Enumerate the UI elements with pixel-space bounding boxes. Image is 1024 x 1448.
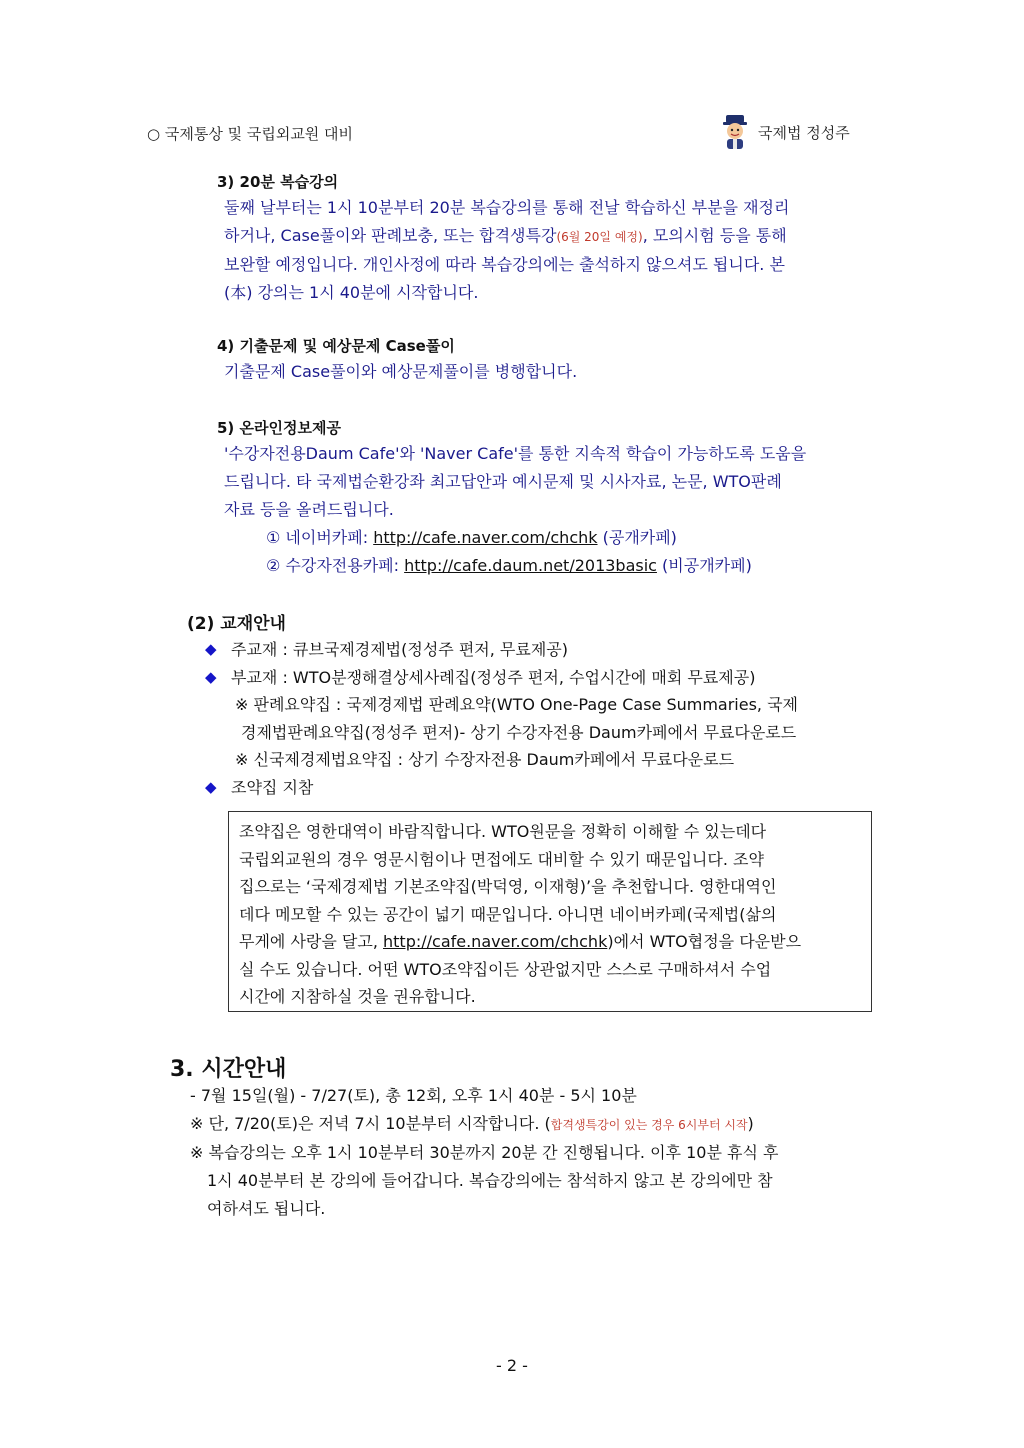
item5-body (224, 440, 880, 580)
special-lecture-note: 합격생특강이 있는 경우 6시부터 시작 (550, 1118, 748, 1132)
textbook-list (205, 636, 885, 801)
box-line-6: 실 수도 있습니다. 어떤 WTO조약집이든 상관없지만 스스로 구매하셔서 수업 (239, 959, 772, 979)
header-left: ○ 국제통상 및 국립외교원 대비 (147, 125, 354, 143)
exception-line: ※ 단, 7/20(토)은 저녁 7시 10분부터 시작합니다. (합격생특강이 있는 경우 6시부터 시작) (190, 1114, 754, 1133)
item3-heading: 3) 20분 복습강의 (217, 173, 339, 191)
diamond-bullet-icon: ◆ (205, 640, 217, 658)
box-line-1: 조약집은 영한대역이 바람직합니다. WTO원문을 정확히 이해할 수 있는데다 (239, 822, 767, 841)
item5-heading: 5) 온라인정보제공 (217, 419, 341, 437)
mascot-icon (718, 113, 752, 151)
item4-line: 기출문제 Case풀이와 예상문제풀이를 병행합니다. (224, 362, 578, 381)
new-summary-note: ※ 신국제경제법요약집 : 상기 수장자전용 Daum카페에서 무료다운로드 (235, 750, 735, 769)
item3-date-note: (6월 20일 예정) (556, 230, 643, 244)
review-line-1: ※ 복습강의는 오후 1시 10분부터 30분까지 20분 간 진행됩니다. 이후 10분 휴식 후 (190, 1143, 779, 1162)
item3-body (224, 194, 880, 307)
item3-line-3: 보완할 예정입니다. 개인사정에 따라 복습강의에는 출석하지 않으셔도 됩니다. 본 (224, 255, 785, 274)
item3-line-2: 하거나, Case풀이와 판례보충, 또는 합격생특강(6월 20일 예정), 모의시험 등을 통해 (224, 226, 787, 245)
naver-cafe-link[interactable]: http://cafe.naver.com/chchk (373, 528, 598, 547)
review-line-2: 1시 40분부터 본 강의에 들어갑니다. 복습강의에는 참석하지 않고 본 강의에만 참 (207, 1171, 773, 1190)
treaty-info-box (228, 811, 872, 1012)
item5-line-3: 자료 등을 올려드립니다. (224, 500, 394, 519)
box-naver-link[interactable]: http://cafe.naver.com/chchk (383, 932, 608, 951)
section3-title: 3. 시간안내 (170, 1057, 287, 1082)
box-line-3: 집으로는 ‘국제경제법 기본조약집(박덕영, 이재형)’을 추천합니다. 영한대역인 (239, 877, 777, 896)
box-line-4: 데다 메모할 수 있는 공간이 넓기 때문입니다. 아니면 네이버카페(국제법(삶의 (239, 904, 777, 924)
box-line-2: 국립외교원의 경우 영문시험이나 면접에도 대비할 수 있기 때문입니다. 조약 (239, 849, 764, 869)
naver-cafe-line: ① 네이버카페: http://cafe.naver.com/chchk (공개카페) (266, 528, 677, 547)
item5-line-2: 드립니다. 타 국제법순환강좌 최고답안과 예시문제 및 시사자료, 논문, WTO판례 (224, 472, 782, 491)
sub-textbook-item: ◆ 부교재 : WTO분쟁해결상세사례집(정성주 편저, 수업시간에 매회 무료제공) (205, 664, 885, 692)
diamond-bullet-icon: ◆ (205, 777, 217, 796)
item3-line-1: 둘째 날부터는 1시 10분부터 20분 복습강의를 통해 전날 학습하신 부분을 재정리 (224, 198, 790, 217)
header-right-label: 국제법 정성주 (758, 123, 850, 142)
schedule-line: - 7월 15일(월) - 7/27(토), 총 12회, 오후 1시 40분 - 5시 10분 (190, 1086, 637, 1105)
box-line-7: 시간에 지참하실 것을 권유합니다. (239, 987, 476, 1006)
section2-title: (2) 교재안내 (187, 614, 286, 634)
review-line-3: 여하셔도 됩니다. (207, 1199, 326, 1218)
page-number: - 2 - (496, 1356, 528, 1375)
item3-line-4: (本) 강의는 1시 40분에 시작합니다. (224, 283, 479, 302)
box-line-5: 무게에 사랑을 달고, http://cafe.naver.com/chchk)에서 WTO협정을 다운받으 (239, 932, 802, 951)
item4-heading: 4) 기출문제 및 예상문제 Case풀이 (217, 337, 455, 355)
treaty-item: ◆ 조약집 지참 (205, 774, 885, 802)
header-right (718, 112, 850, 152)
daum-cafe-line: ② 수강자전용카페: http://cafe.daum.net/2013basic (비공개카페) (266, 556, 752, 575)
case-summary-note-cont: 경제법판례요약집(정성주 편저)- 상기 수강자전용 Daum카페에서 무료다운로드 (241, 722, 797, 742)
daum-cafe-link[interactable]: http://cafe.daum.net/2013basic (404, 556, 657, 575)
main-textbook-item: ◆ 주교재 : 큐브국제경제법(정성주 편저, 무료제공) (205, 636, 885, 664)
item5-line-1: '수강자전용Daum Cafe'와 'Naver Cafe'를 통한 지속적 학습이 가능하도록 도움을 (224, 444, 807, 463)
diamond-bullet-icon: ◆ (205, 667, 217, 686)
case-summary-note: ※ 판례요약집 : 국제경제법 판례요약(WTO One-Page Case Summaries, 국제 (235, 695, 799, 714)
section3-body (190, 1082, 880, 1223)
